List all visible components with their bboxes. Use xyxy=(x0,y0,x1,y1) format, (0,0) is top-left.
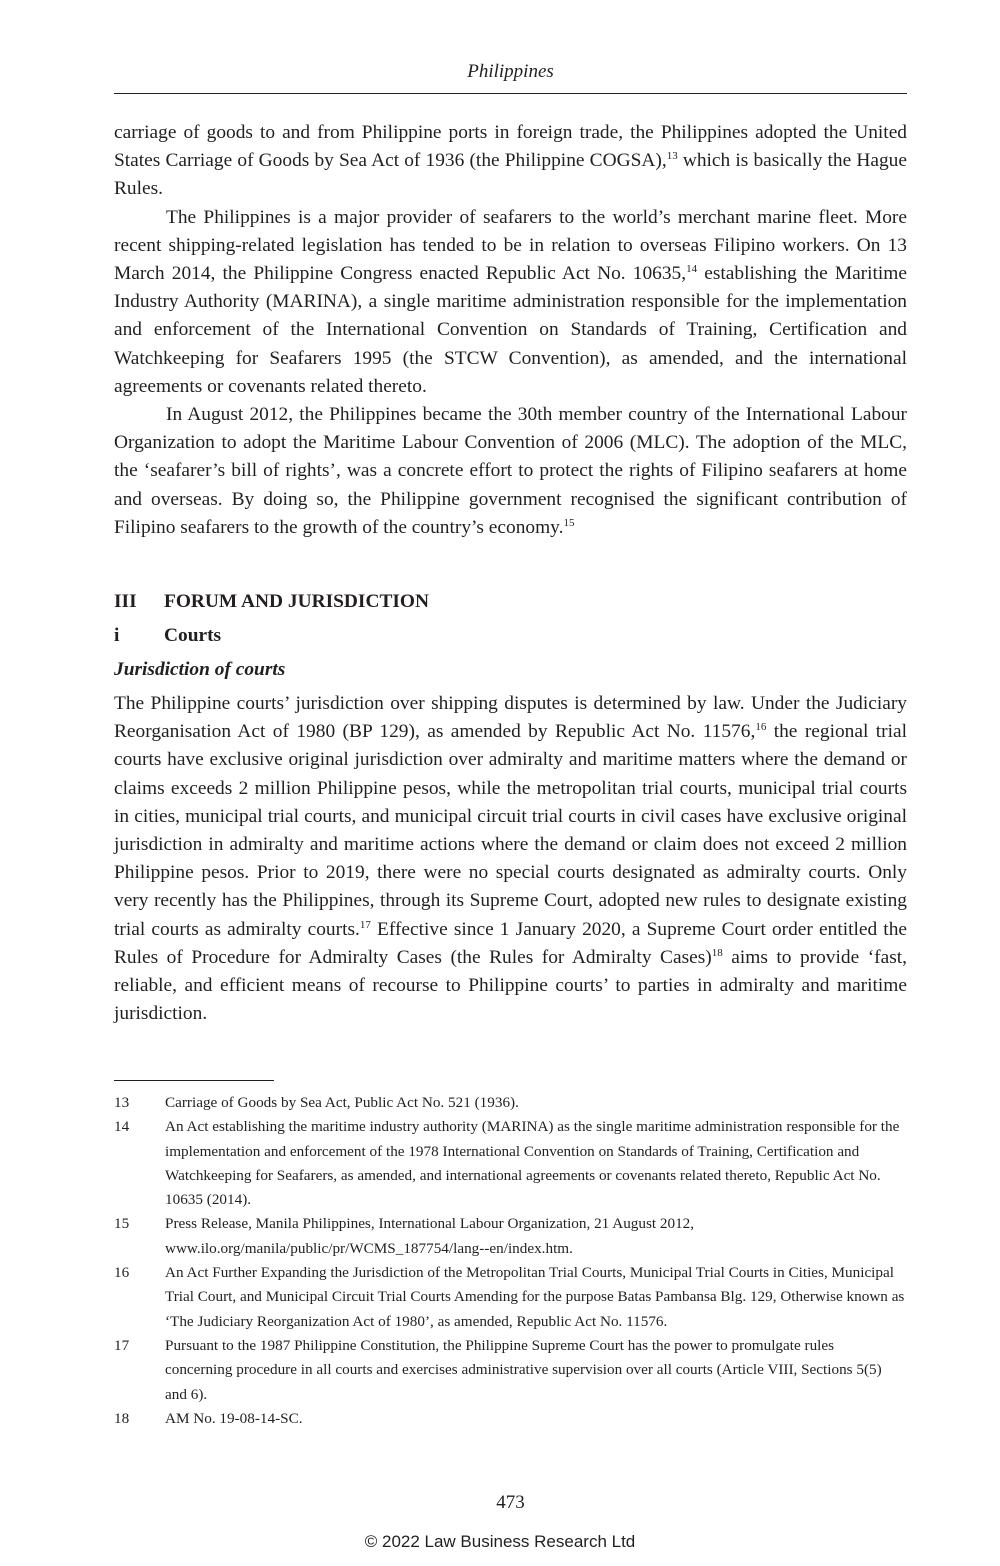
paragraph-2: The Philippines is a major provider of seafarers to the world’s merchant marine fleet. More recent shipping-related legislation has tended to be in relation to overseas Filipino workers. On 13 March 2014, the Philippine Congress enacted Republic Act No. 10635,14 establishing the Maritime Industry Authority (MARINA), a single maritime administration responsible for the implementation and enforcement of the International Convention on Standards of Training, Certification and Watchkeeping for Seafarers 1995 (the STCW Convention), as amended, and the international agreements or covenants related thereto. xyxy=(114,206,907,397)
subheading: Jurisdiction of courts xyxy=(114,659,286,681)
footnote xyxy=(114,1334,907,1407)
footnote-text: An Act establishing the maritime industry authority (MARINA) as the single maritime administration responsible for the implementation and enforcement of the 1978 International Convention on Standards of Training, Certification and Watchkeeping for Seafarers, as amended, and international agreements or covenants related thereto, Republic Act No. 10635 (2014). xyxy=(165,1118,900,1209)
footnote-ref-18[interactable]: 18 xyxy=(711,946,723,959)
copyright-notice: © 2022 Law Business Research Ltd xyxy=(364,1532,636,1551)
footnote xyxy=(114,1091,907,1115)
footnotes xyxy=(114,1091,907,1431)
subsection-title: Courts xyxy=(164,625,222,647)
paragraph-1: carriage of goods to and from Philippine ports in foreign trade, the Philippines adopted the United States Carriage of Goods by Sea Act of 1936 (the Philippine COGSA),$^{13}$ which is basically the Hague Rules. xyxy=(114,122,907,200)
footnote-number: 16 xyxy=(114,1264,130,1282)
page-number: 473 xyxy=(496,1492,525,1513)
footnote-number: 15 xyxy=(114,1215,130,1233)
footnote-text: Press Release, Manila Philippines, International Labour Organization, 21 August 2012, www.ilo.org/manila/public/pr/WCMS_187754/lang--en/index.htm. xyxy=(165,1215,695,1257)
footnote-ref-14[interactable]: 14 xyxy=(686,263,698,276)
footnote xyxy=(114,1261,907,1334)
footnote-ref-16[interactable]: 16 xyxy=(755,721,767,734)
footnote-number: 14 xyxy=(114,1118,130,1136)
footnote-ref-13[interactable]: 13 xyxy=(666,150,678,163)
footnote xyxy=(114,1212,907,1261)
main-text xyxy=(114,119,907,1028)
section-title: FORUM AND JURISDICTION xyxy=(164,591,430,613)
footnote xyxy=(114,1407,907,1431)
paragraph-3: In August 2012, the Philippines became the 30th member country of the International Labour Organization to adopt the Maritime Labour Convention of 2006 (MLC). The adoption of the MLC, the ‘seafarer’s bill of rights’, was a concrete effort to protect the rights of Filipino seafarers at home and overseas. By doing so, the Philippine government recognised the significant contribution of Filipino seafarers to the growth of the country’s economy.$^{15}$ xyxy=(114,404,907,538)
footnote-number: 17 xyxy=(114,1336,130,1354)
subsection-number: i xyxy=(114,625,120,647)
footnote-ref-17[interactable]: 17 xyxy=(359,918,371,931)
footnote xyxy=(114,1115,907,1212)
footnote-number: 18 xyxy=(114,1409,130,1427)
section-number: III xyxy=(114,591,137,613)
footnote-rule xyxy=(114,1080,274,1081)
section-heading xyxy=(114,588,907,616)
paragraph-4: The Philippine courts’ jurisdiction over shipping disputes is determined by law. Under the Judiciary Reorganisation Act of 1980 (BP 129), as amended by Republic Act No. 11576,16 the regional trial courts have exclusive original jurisdiction over admiralty and maritime matters where the demand or claims exceeds 2 million Philippine pesos, while the metropolitan trial courts, municipal trial courts in cities, municipal trial courts, and municipal circuit trial courts in civil cases have exclusive original jurisdiction in admiralty and maritime actions where the demand or claim does not exceed 2 million Philippine pesos. Prior to 2019, there were no special courts designated as admiralty courts. Only very recently has the Philippines, through its Supreme Court, adopted new rules to designate existing trial courts as admiralty courts.$^{17}$ Effective since 1 January 2020, a Supreme Court order entitled the Rules of Procedure for Admiralty Cases (the Rules for Admiralty Cases)$^{18}$ aims to provide ‘fast, reliable, and efficient means of recourse to Philippine courts’ to parties in admiralty and maritime jurisdiction. xyxy=(114,693,907,1025)
footnote-text: Carriage of Goods by Sea Act, Public Act No. 521 (1936). xyxy=(165,1094,519,1111)
footnote-text: AM No. 19-08-14-SC. xyxy=(165,1409,303,1427)
footnote-text: Pursuant to the 1987 Philippine Constitution, the Philippine Supreme Court has the power to promulgate rules concerning procedure in all courts and exercises administrative supervision over all courts (Article VIII, Sections 5(5) and 6). xyxy=(165,1336,882,1403)
running-header: Philippines xyxy=(467,61,554,82)
footnote-ref-15[interactable]: 15 xyxy=(563,516,575,529)
footnote-text: An Act Further Expanding the Jurisdiction of the Metropolitan Trial Courts, Municipal Trial Courts in Cities, Municipal Trial Court, and Municipal Circuit Trial Courts Amending for the purpose Batas Pambansa Blg. 129, Otherwise known as ‘The Judiciary Reorganization Act of 1980’, as amended, Republic Act No. 11576. xyxy=(165,1264,905,1330)
subsection-heading xyxy=(114,622,907,650)
footnote-number: 13 xyxy=(114,1094,130,1111)
header-rule xyxy=(114,93,907,94)
